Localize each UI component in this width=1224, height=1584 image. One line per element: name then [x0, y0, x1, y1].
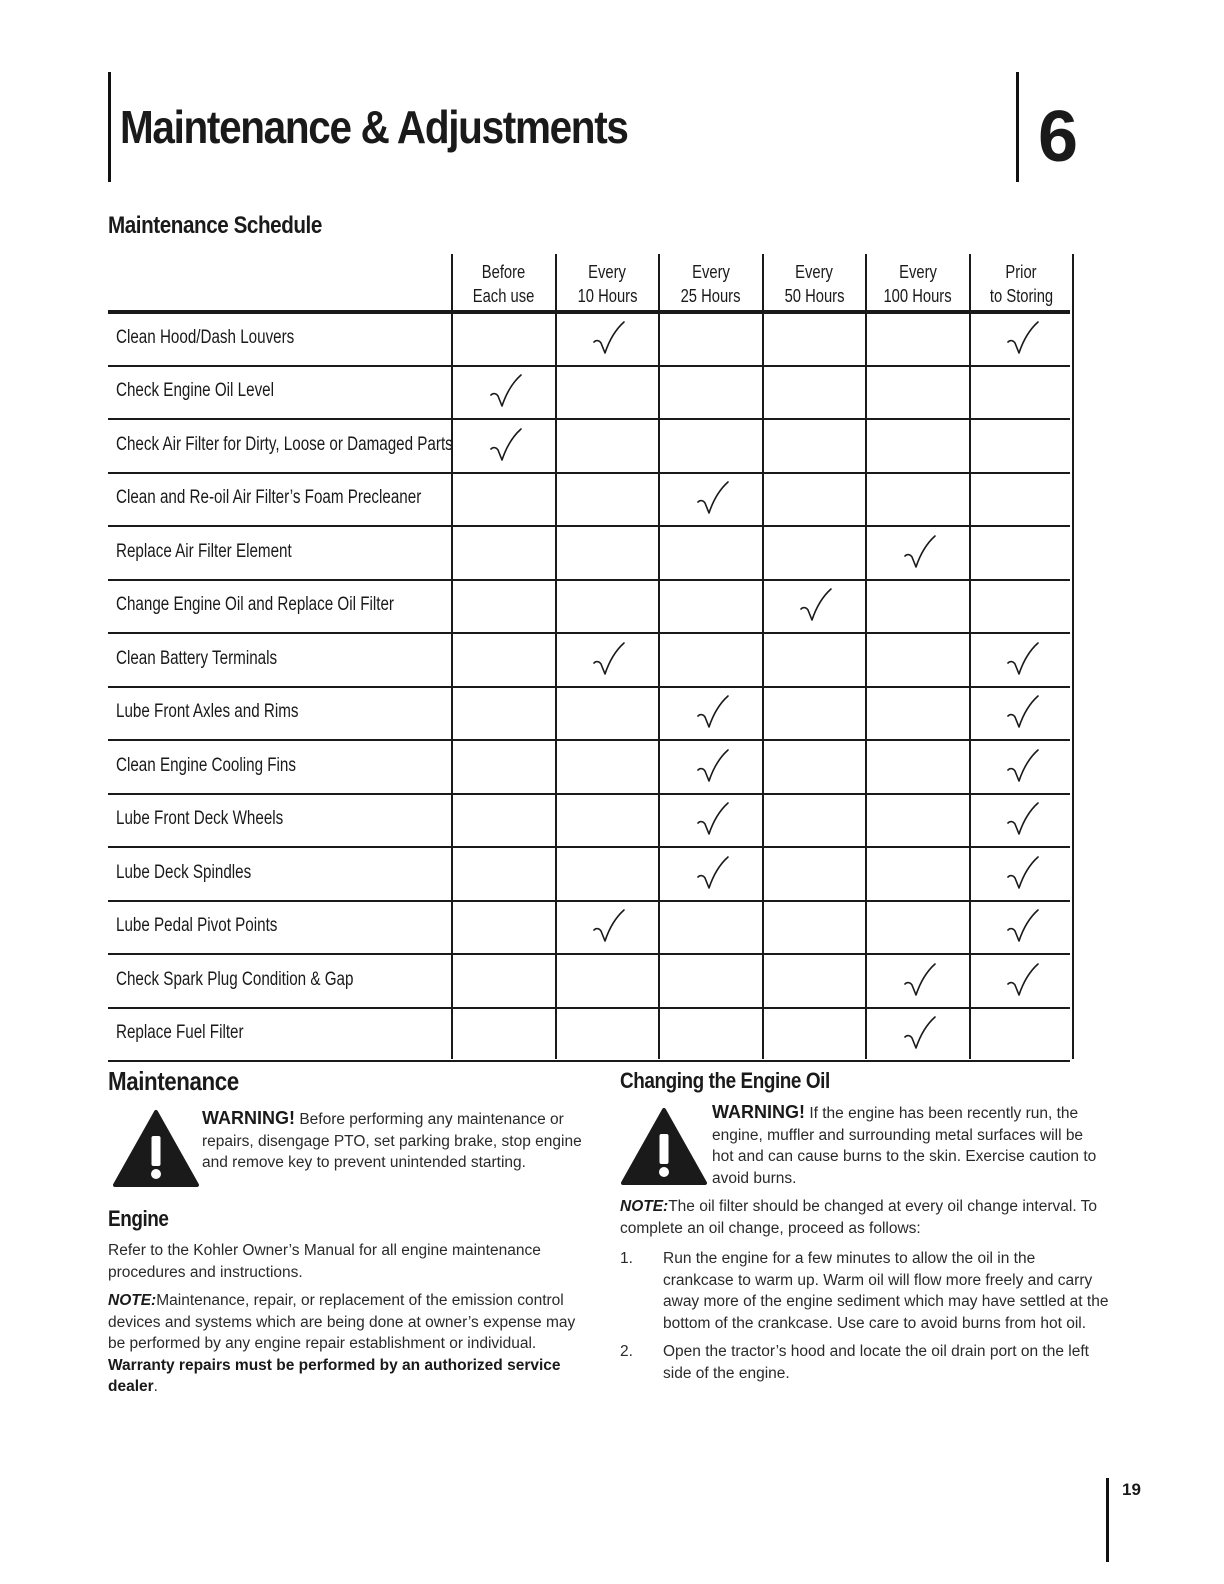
checkmark-icon: [1005, 800, 1041, 840]
table-column-divider: [451, 254, 453, 1059]
checkmark-icon: [1005, 319, 1041, 359]
task-label: Clean Battery Terminals: [116, 647, 278, 669]
column-header: [970, 260, 1074, 312]
chapter-title-rule: [108, 72, 111, 182]
table-column-divider: [1072, 254, 1074, 1059]
note-text: The oil filter should be changed at every oil change interval. To complete an oil change, proceed as follows:: [620, 1198, 1098, 1237]
table-row-divider: [108, 686, 1070, 688]
warning-label: WARNING!: [712, 1102, 805, 1122]
checkmark-icon: [1005, 693, 1041, 733]
maintenance-heading: Maintenance: [108, 1066, 239, 1096]
table-column-divider: [865, 254, 867, 1059]
note-warranty-text: Warranty repairs must be performed by an authorized service dealer: [108, 1356, 561, 1395]
engine-note: [108, 1290, 588, 1398]
list-item: [620, 1248, 1110, 1334]
table-column-divider: [969, 254, 971, 1059]
note-label: NOTE:: [620, 1198, 669, 1215]
step-text: Run the engine for a few minutes to allow the oil in the crankcase to warm up. Warm oil will flow more freely and carry away more of the engine sediment which may have settled at the bottom of the crankcase. Use care to avoid burns from hot oil.: [663, 1250, 1109, 1332]
task-label: Replace Air Filter Element: [116, 540, 292, 562]
column-header-line2: 50 Hours: [784, 286, 845, 306]
table-row-divider: [108, 579, 1070, 581]
task-label: Replace Fuel Filter: [116, 1022, 244, 1044]
column-header: [452, 260, 556, 312]
step-number: 2.: [620, 1343, 633, 1360]
oil-change-warning: [712, 1102, 1108, 1189]
checkmark-icon: [591, 907, 627, 947]
task-label: Lube Front Axles and Rims: [116, 701, 299, 723]
checkmark-icon: [695, 693, 731, 733]
task-label: Lube Front Deck Wheels: [116, 808, 284, 830]
column-header-line1: Every: [898, 262, 937, 282]
chapter-number-rule: [1016, 72, 1019, 182]
maintenance-warning: [202, 1108, 597, 1174]
checkmark-icon: [695, 479, 731, 519]
note-label: NOTE:: [108, 1292, 157, 1309]
checkmark-icon: [488, 426, 524, 466]
table-row-divider: [108, 1060, 1070, 1062]
column-header: [866, 260, 970, 312]
table-row-divider: [108, 365, 1070, 367]
task-label: Clean and Re-oil Air Filter’s Foam Precleaner: [116, 487, 422, 509]
column-header-line2: 100 Hours: [883, 286, 952, 306]
table-row-divider: [108, 525, 1070, 527]
checkmark-icon: [902, 533, 938, 573]
checkmark-icon: [695, 800, 731, 840]
task-label: Check Air Filter for Dirty, Loose or Damaged Parts: [116, 433, 453, 455]
checkmark-icon: [695, 747, 731, 787]
warning-text: Before performing any maintenance or repairs, disengage PTO, set parking brake, stop engine and remove key to prevent unintended starting.: [202, 1111, 582, 1171]
checkmark-icon: [488, 372, 524, 412]
task-label: Lube Deck Spindles: [116, 861, 252, 883]
table-row-divider: [108, 846, 1070, 848]
task-label: Clean Hood/Dash Louvers: [116, 326, 295, 348]
checkmark-icon: [1005, 747, 1041, 787]
engine-heading: Engine: [108, 1206, 169, 1231]
checkmark-icon: [1005, 640, 1041, 680]
checkmark-icon: [902, 1014, 938, 1054]
note-end: .: [153, 1378, 158, 1395]
column-header-line1: Prior: [1005, 262, 1037, 282]
warning-triangle-icon: [112, 1108, 200, 1188]
schedule-heading: Maintenance Schedule: [108, 212, 322, 239]
checkmark-icon: [1005, 961, 1041, 1001]
column-header-line1: Every: [588, 262, 627, 282]
warning-label: WARNING!: [202, 1108, 295, 1128]
oil-change-heading: Changing the Engine Oil: [620, 1068, 830, 1093]
column-header-line2: to Storing: [989, 286, 1053, 306]
table-row-divider: [108, 418, 1070, 420]
column-header-line1: Every: [691, 262, 730, 282]
oil-change-steps: [620, 1248, 1110, 1391]
task-label: Lube Pedal Pivot Points: [116, 915, 278, 937]
column-header-line1: Before: [481, 262, 526, 282]
table-row-divider: [108, 310, 1070, 314]
task-label: Change Engine Oil and Replace Oil Filter: [116, 594, 394, 616]
column-header-line2: Each use: [472, 286, 535, 306]
table-row-divider: [108, 953, 1070, 955]
table-row-divider: [108, 793, 1070, 795]
column-header-line2: 25 Hours: [680, 286, 741, 306]
checkmark-icon: [1005, 854, 1041, 894]
checkmark-icon: [902, 961, 938, 1001]
column-header-line1: Every: [795, 262, 834, 282]
checkmark-icon: [591, 319, 627, 359]
task-label: Check Engine Oil Level: [116, 380, 274, 402]
column-header: [763, 260, 867, 312]
engine-text: Refer to the Kohler Owner’s Manual for all engine maintenance procedures and instructions.: [108, 1242, 541, 1281]
column-header: [556, 260, 660, 312]
table-row-divider: [108, 900, 1070, 902]
table-column-divider: [658, 254, 660, 1059]
column-header-line2: 10 Hours: [577, 286, 638, 306]
step-text: Open the tractor’s hood and locate the oil drain port on the left side of the engine.: [663, 1343, 1089, 1382]
maintenance-schedule-table: [108, 254, 1070, 1059]
oil-change-note: [620, 1196, 1110, 1239]
table-row-divider: [108, 632, 1070, 634]
checkmark-icon: [591, 640, 627, 680]
checkmark-icon: [798, 586, 834, 626]
task-label: Clean Engine Cooling Fins: [116, 754, 296, 776]
table-row-divider: [108, 1007, 1070, 1009]
column-header: [659, 260, 763, 312]
note-text: Maintenance, repair, or replacement of the emission control devices and systems which are being done at owner’s expense may be performed by any engine repair establishment or individual.: [108, 1292, 576, 1352]
table-row-divider: [108, 739, 1070, 741]
list-item: [620, 1341, 1110, 1384]
chapter-number: 6: [1038, 97, 1079, 177]
table-column-divider: [762, 254, 764, 1059]
checkmark-icon: [1005, 907, 1041, 947]
page-number: 19: [1122, 1480, 1141, 1499]
page-number-rule: [1106, 1478, 1109, 1562]
table-row-divider: [108, 472, 1070, 474]
warning-triangle-icon: [620, 1106, 708, 1186]
warning-text: If the engine has been recently run, the engine, muffler and surrounding metal surfaces will be hot and can cause burns to the skin. Exercise caution to avoid burns.: [712, 1105, 1097, 1187]
step-number: 1.: [620, 1250, 633, 1267]
chapter-title: Maintenance & Adjustments: [120, 101, 628, 153]
table-column-divider: [555, 254, 557, 1059]
task-label: Check Spark Plug Condition & Gap: [116, 968, 354, 990]
checkmark-icon: [695, 854, 731, 894]
